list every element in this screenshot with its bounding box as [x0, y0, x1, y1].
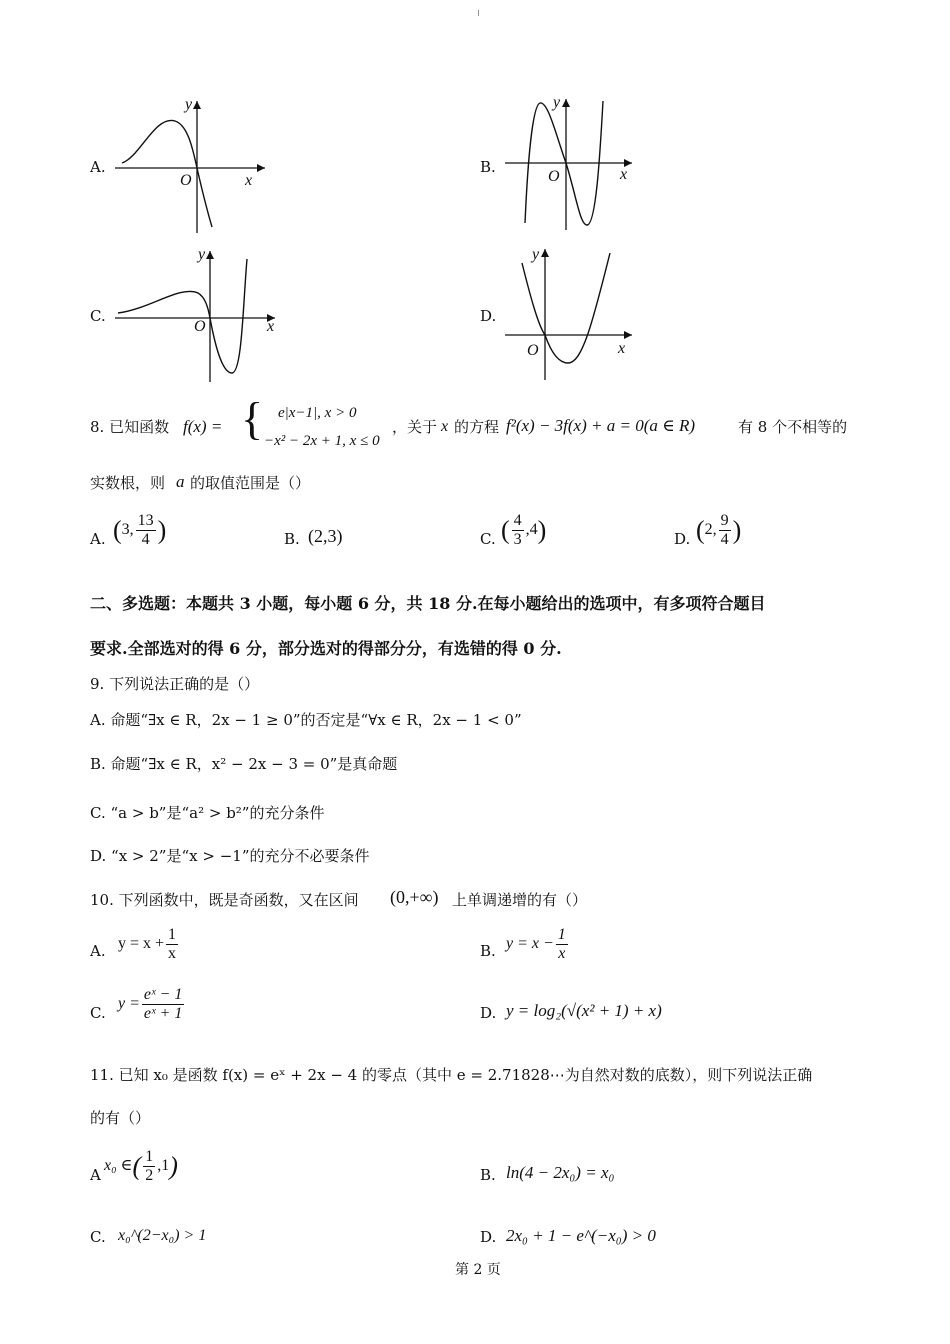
q8-number: 8. 已知函数 [90, 418, 170, 436]
q8-brace: { [241, 393, 264, 444]
q11-opt-b: ln(4 − 2x₀) = x₀ [506, 1163, 615, 1182]
graph-label-d: D. [480, 307, 497, 325]
graph-c [110, 245, 280, 385]
q10-opt-c: y = $\frac{\text{eˣ − 1}}{\text{eˣ + 1}}$ [118, 986, 183, 1022]
graph-c-y: y [198, 246, 206, 263]
graph-label-a: A. [90, 158, 106, 176]
q10-opt-a-label: A. [90, 942, 106, 960]
q9-option-b: B. 命题“∃x ∈ R，x² − 2x − 3 = 0”是真命题 [90, 755, 398, 773]
q10-opt-d: y = log₂(√(x² + 1) + x) [506, 1001, 662, 1020]
q10-opt-a: y = x + $\frac{1}{x}$ [118, 926, 177, 962]
q10-opt-d-label: D. [480, 1004, 497, 1022]
graph-a-o: O [180, 172, 192, 189]
q9-option-d: D. “x > 2”是“x > −1”的充分不必要条件 [90, 847, 370, 865]
q9-stem: 9. 下列说法正确的是（） [90, 675, 260, 693]
graph-b-x: x [620, 166, 628, 183]
q8-opt-d: (2, $\frac{9}{4}$ ) [696, 512, 742, 548]
q11-opt-d: 2x₀ + 1 − e^(−x₀) > 0 [506, 1226, 656, 1245]
q11-opt-a: x₀ ∈( $\frac{1}{2}$ ,1) [104, 1148, 178, 1184]
graph-d-x: x [618, 340, 626, 357]
q9-option-a: A. 命题“∃x ∈ R，2x − 1 ≥ 0”的否定是“∀x ∈ R，2x − 1 < 0” [90, 711, 522, 729]
q8-fx: f(x) = [183, 417, 223, 436]
graph-b-o: O [548, 168, 560, 185]
q11-stem1: 11. 已知 x₀ 是函数 f(x) = eˣ + 2x − 4 的零点（其中 e = 2.71828⋯为自然对数的底数），则下列说法正确 [90, 1066, 813, 1084]
q8-opt-b-label: B. [284, 530, 300, 548]
graph-a-y: y [185, 96, 193, 113]
q8-opt-c: ( $\frac{4}{3}$ ,4) [501, 512, 547, 548]
graph-c-o: O [194, 318, 206, 335]
q8-opt-b: (2,3) [308, 526, 343, 546]
q8-mid1: ，关于 [392, 418, 438, 436]
q8-tail: 有 8 个不相等的 [738, 418, 848, 436]
section-heading-line2: 要求.全部选对的得 6 分，部分选对的得部分分，有选错的得 0 分. [90, 639, 562, 658]
q8-case1: e|x−1|, x > 0 [278, 405, 357, 421]
graph-label-c: C. [90, 307, 106, 325]
q8-opt-d-label: D. [674, 530, 691, 548]
graph-d [500, 245, 640, 385]
graph-c-x: x [267, 318, 275, 335]
q8-opt-a-label: A. [90, 530, 106, 548]
q8-opt-c-label: C. [480, 530, 496, 548]
q8-case2: −x² − 2x + 1, x ≤ 0 [264, 433, 380, 449]
q10-opt-b: y = x − $\frac{1}{x}$ [506, 926, 566, 962]
q8-line2b: 的取值范围是（） [190, 474, 311, 492]
graph-b [500, 95, 640, 235]
section-heading-line1: 二、多选题：本题共 3 小题，每小题 6 分，共 18 分.在每小题给出的选项中，有多项符合题目 [90, 594, 766, 613]
q8-equation: f²(x) − 3f(x) + a = 0(a ∈ R) [506, 416, 695, 435]
q11-opt-b-label: B. [480, 1166, 496, 1184]
q11-opt-c: x₀^(2−x₀) > 1 [118, 1227, 207, 1244]
q10-stem1: 10. 下列函数中，既是奇函数，又在区间 [90, 891, 359, 909]
graph-b-y: y [553, 95, 561, 111]
q8-mid2: 的方程 [454, 418, 500, 436]
q10-interval: (0,+∞) [390, 887, 439, 907]
q8-opt-a: (3, $\frac{13}{4}$ ) [113, 512, 167, 548]
q11-opt-a-label: A [90, 1166, 101, 1184]
q8-line2a: 实数根，则 [90, 474, 166, 492]
graph-d-y: y [532, 246, 540, 263]
q10-opt-c-label: C. [90, 1004, 106, 1022]
q10-opt-b-label: B. [480, 942, 496, 960]
page-number: 第 2 页 [455, 1262, 501, 1278]
graph-label-b: B. [480, 158, 496, 176]
q8-var: x [441, 418, 449, 435]
graph-a-x: x [245, 172, 253, 189]
q9-option-c: C. “a > b”是“a² > b²”的充分条件 [90, 804, 325, 822]
q11-opt-c-label: C. [90, 1228, 106, 1246]
q8-line2-var: a [176, 472, 185, 491]
graph-d-o: O [527, 342, 539, 359]
q11-opt-d-label: D. [480, 1228, 497, 1246]
q10-stem2: 上单调递增的有（） [452, 891, 588, 909]
graph-a [110, 95, 270, 235]
top-mark [478, 10, 479, 16]
q11-stem2: 的有（） [90, 1109, 151, 1127]
